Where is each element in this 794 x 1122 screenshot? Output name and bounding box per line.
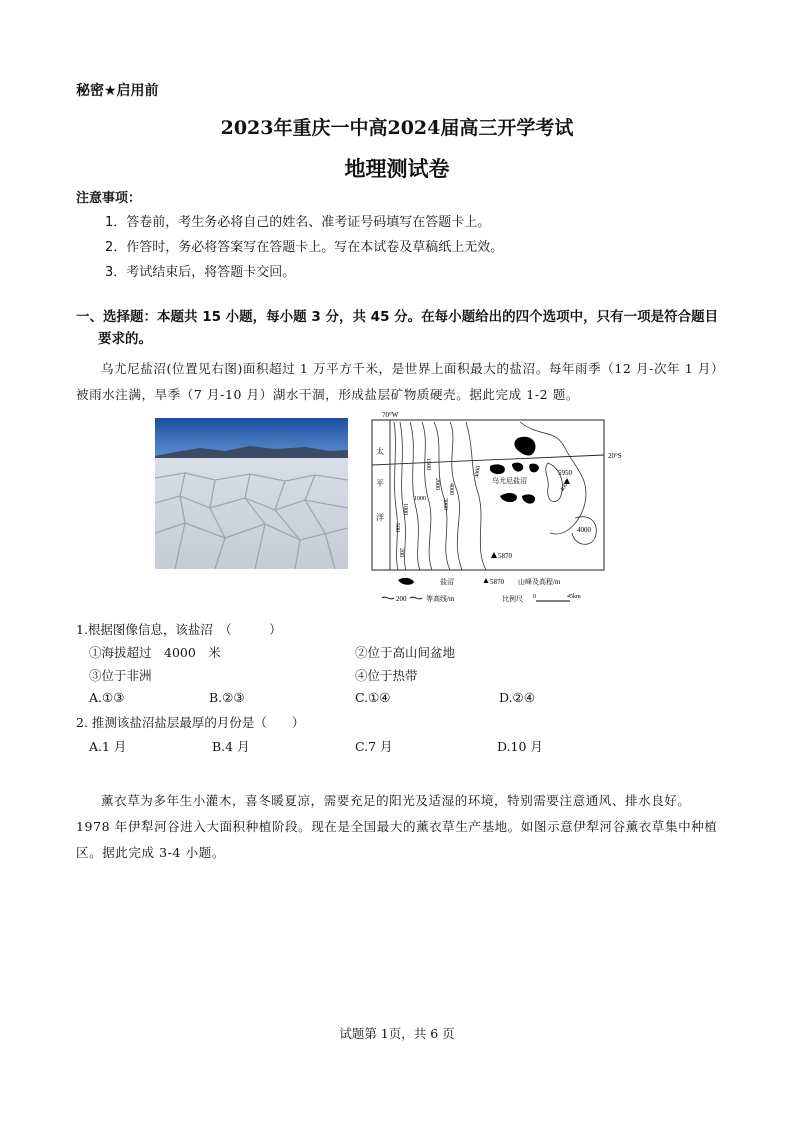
legend-contour-icon (382, 597, 394, 599)
legend-peak-value: 5870 (490, 578, 504, 586)
contour-label: 4000 (559, 479, 571, 493)
section-heading-line2: 要求的。 (98, 331, 152, 347)
latitude-line (372, 455, 604, 465)
notice-item: 3．考试结束后，将答题卡交回。 (105, 265, 296, 280)
passage-salt-flat: 乌尤尼盐沼(位置见右图)面积超过 1 万平方千米，是世界上面积最大的盐沼。每年雨季（12 月-次年 1 月）被雨水注满，旱季（7 月-10 月）湖水干涸，形成盐层矿物质硬壳。据此完成 1-2 题。 (76, 361, 718, 402)
map-lat-label: 20°S (608, 452, 622, 460)
q2-choice-c: C.7 月 (355, 739, 393, 754)
q1-choice-c: C.①④ (355, 690, 391, 705)
contour-label: 2000 (434, 478, 440, 490)
peak-triangle-icon (491, 552, 497, 558)
exam-title: 2023年重庆一中高2024届高三开学考试 (220, 117, 574, 139)
map-lon-label: 70°W (382, 411, 399, 419)
legend-contour-icon (410, 597, 422, 599)
contour-label: 500 (394, 523, 400, 532)
q1-option: ②位于高山间盆地 (355, 645, 456, 660)
section-heading-line1: 一、选择题：本题共 15 小题，每小题 3 分，共 45 分。在每小题给出的四个选项中，只有一项是符合题目 (76, 309, 719, 325)
legend-peak-icon (484, 578, 489, 583)
location-map (370, 408, 635, 608)
notice-item: 2．作答时，务必将答案写在答题卡上。写在本试卷及草稿纸上无效。 (105, 240, 504, 255)
q2-choice-b: B.4 月 (212, 739, 250, 754)
exam-subtitle: 地理测试卷 (344, 156, 450, 181)
secret-label: 秘密★启用前 (76, 83, 159, 99)
contour-label: 200 (398, 548, 404, 557)
scale-start: 0 (533, 594, 536, 600)
ocean-char: 洋 (376, 513, 384, 522)
q1-option: ③位于非洲 (89, 668, 152, 683)
contour-label: 1000 (402, 503, 408, 515)
legend-salt-label: 盐沼 (440, 578, 454, 586)
salt-flat-label: 乌尤尼盐沼 (492, 477, 527, 485)
q1-option: ④位于热带 (355, 668, 418, 683)
ocean-char: 太 (376, 447, 384, 456)
legend-contour-value: 200 (396, 595, 407, 603)
section-heading (76, 306, 726, 350)
q1-stem: 1.根据图像信息，该盐沼 （ ） (76, 622, 282, 637)
q2-choice-a: A.1 月 (89, 739, 127, 754)
contour-label: 1500 (425, 458, 431, 470)
legend-contour-label: 等高线/m (426, 595, 455, 603)
legend-peak-label: 山峰及高程/m (518, 578, 561, 586)
contour-label: 4000 (577, 526, 591, 534)
contour-label: 4000 (448, 483, 454, 495)
salt-flat-shapes (490, 437, 539, 504)
page-footer: 试题第 1页，共 6 页 (339, 1026, 455, 1041)
contour-label: 4000 (474, 465, 483, 479)
passage-lavender: 薰衣草为多年生小灌木，喜冬暖夏凉，需要充足的阳光及适湿的环境，特别需要注意通风、排水良好。1978 年伊犁河谷进入大面积种植阶段。现在是全国最大的薰衣草生产基地。如图示意伊犁河谷薰衣草集中种植区。据此完成 3-4 小题。 (76, 793, 718, 860)
q1-choice-a: A.①③ (89, 690, 125, 705)
contour-label: 3000 (442, 498, 448, 510)
scale-end: 45km (567, 594, 581, 600)
q2-choice-d: D.10 月 (497, 739, 543, 754)
ocean-char: 平 (376, 479, 384, 488)
salt-flat-photo (155, 418, 348, 569)
q1-choice-d: D.②④ (499, 690, 535, 705)
notice-item: 1．答卷前，考生务必将自己的姓名、准考证号码填写在答题卡上。 (105, 215, 491, 230)
peak-label: 5950 (558, 469, 572, 477)
legend-salt-icon (398, 578, 414, 585)
q2-stem: 2. 推测该盐沼盐层最厚的月份是（ ） (76, 715, 305, 730)
q1-choice-b: B.②③ (209, 690, 245, 705)
q1-option: ①海拔超过 4000 米 (89, 645, 221, 660)
legend-scale-label: 比例尺 (502, 595, 523, 603)
map-frame (372, 420, 604, 570)
notice-heading: 注意事项： (76, 191, 142, 206)
peak-label: 5870 (498, 552, 512, 560)
contour-label: 1000 (414, 496, 426, 502)
